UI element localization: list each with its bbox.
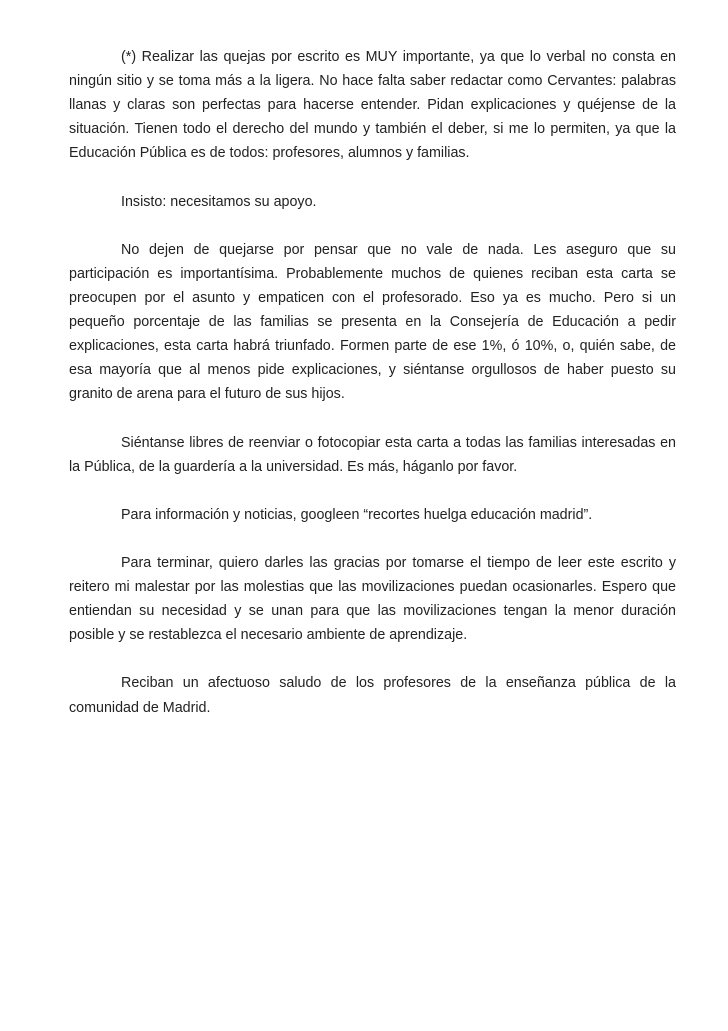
paragraph-written-complaints: (*) Realizar las quejas por escrito es MUY importante, ya que lo verbal no consta en ningún sitio y se toma más a la ligera. No hace falta saber redactar como Cervantes: palabras llanas y claras son perfectas para hacerse entender. Pidan explicaciones y quéjense de la situación. Tienen todo el derecho del mundo y también el deber, si me lo permiten, ya que la Educación Pública es de todos: profesores, alumnos y familias. <box>69 49 676 162</box>
paragraph-closing-thanks: Para terminar, quiero darles las gracias por tomarse el tiempo de leer este escrito y reitero mi malestar por las molestias que las movilizaciones puedan ocasionarles. Espero que entiendan su necesidad y se unan para que las movilizaciones tengan la menor duración posible y se restablezca el necesario ambiente de aprendizaje. <box>69 554 676 644</box>
paragraph-farewell: Reciban un afectuoso saludo de los profesores de la enseñanza pública de la comunidad de Madrid. <box>69 675 676 716</box>
paragraph-share-letter: Siéntanse libres de reenviar o fotocopiar esta carta a todas las familias interesadas en la Pública, de la guardería a la universidad. Es más, háganlo por favor. <box>69 434 676 475</box>
paragraph-information: Para información y noticias, googleen “recortes huelga educación madrid”. <box>121 506 593 523</box>
letter-body <box>69 45 676 744</box>
paragraph-keep-complaining: No dejen de quejarse por pensar que no vale de nada. Les aseguro que su participación es importantísima. Probablemente muchos de quienes reciban esta carta se preocupen por el asunto y empaticen con el profesorado. Eso ya es mucho. Pero si un pequeño porcentaje de las familias se presenta en la Consejería de Educación a pedir explicaciones, esta carta habrá triunfado. Formen parte de ese 1%, ó 10%, o, quién sabe, de esa mayoría que al menos pide explicaciones, y siéntanse orgullosos de haber puesto su granito de arena para el futuro de sus hijos. <box>69 241 676 403</box>
paragraph-support-request: Insisto: necesitamos su apoyo. <box>121 193 317 210</box>
